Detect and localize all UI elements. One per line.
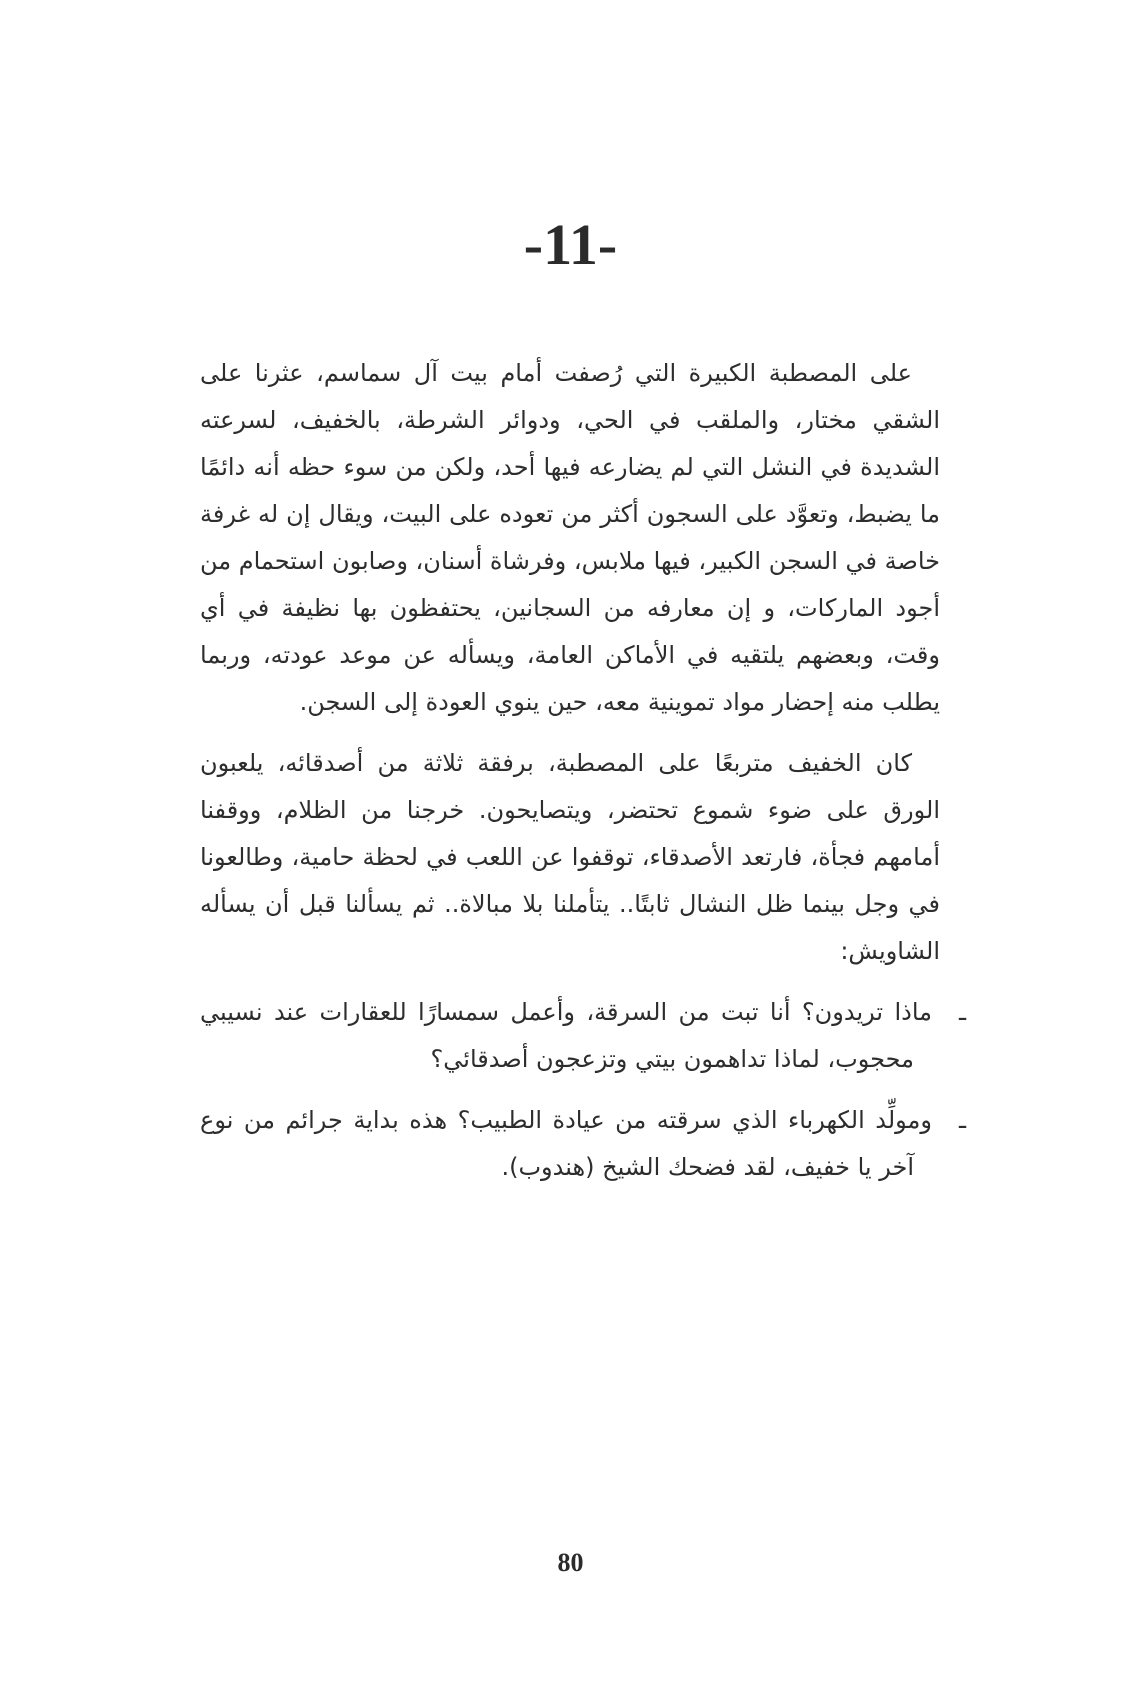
paragraph: على المصطبة الكبيرة التي رُصفت أمام بيت آل سماسم، عثرنا على الشقي مختار، والملقب في الحي، ودوائر الشرطة، بالخفيف، لسرعته الشديدة في النشل التي لم يضارعه فيها أحد، ولكن من سوء حظه أنه دائمًا ما يضبط، وتعوَّد على السجون أكثر من تعوده على البيت، ويقال إن له غرفة خاصة في السجن الكبير، فيها ملابس، وفرشاة أسنان، وصابون استحمام من أجود الماركات، و إن معارفه من السجانين، يحتفظون بها نظيفة في أي وقت، وبعضهم يلتقيه في الأماكن العامة، ويسأله عن موعد عودته، وربما يطلب منه إحضار مواد تموينية معه، حين ينوي العودة إلى السجن. xyxy=(200,359,940,716)
page-number: 80 xyxy=(557,1548,584,1577)
dialogue-text: ماذا تريدون؟ أنا تبت من السرقة، وأعمل سمسارًا للعقارات عند نسيبي محجوب، لماذا تداهمون بيتي وتزعجون أصدقائي؟ xyxy=(200,998,932,1073)
dialogue-line: ـماذا تريدون؟ أنا تبت من السرقة، وأعمل سمسارًا للعقارات عند نسيبي محجوب، لماذا تداهمون بيتي وتزعجون أصدقائي؟ xyxy=(200,998,966,1073)
paragraph: كان الخفيف متربعًا على المصطبة، برفقة ثلاثة من أصدقائه، يلعبون الورق على ضوء شموع تحتضر، ويتصايحون. خرجنا من الظلام، ووقفنا أمامهم فجأة، فارتعد الأصدقاء، توقفوا عن اللعب في لحظة حامية، وطالعونا في وجل بينما ظل النشال ثابتًا.. يتأملنا بلا مبالاة.. ثم يسألنا قبل أن يسأله الشاويش: xyxy=(200,749,940,965)
body-text xyxy=(200,350,966,1205)
chapter-title: -11- xyxy=(523,212,618,277)
dialogue-line: ـومولِّد الكهرباء الذي سرقته من عيادة الطبيب؟ هذه بداية جرائم من نوع آخر يا خفيف، لقد فضحك الشيخ (هندوب). xyxy=(200,1106,966,1181)
dialogue-text: ومولِّد الكهرباء الذي سرقته من عيادة الطبيب؟ هذه بداية جرائم من نوع آخر يا خفيف، لقد فضحك الشيخ (هندوب). xyxy=(200,1106,932,1181)
